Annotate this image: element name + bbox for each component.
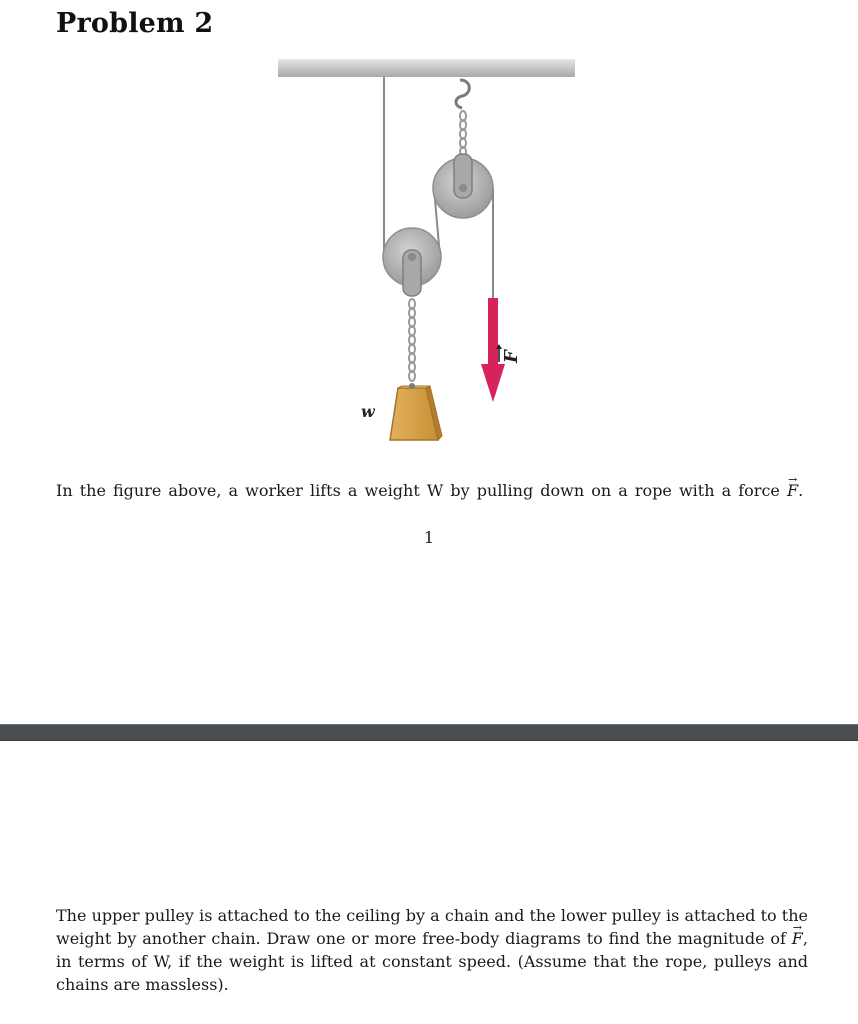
force-label: F <box>501 350 522 363</box>
ceiling-hook <box>456 80 469 108</box>
force-arrow <box>481 298 505 402</box>
caption-text-after: . <box>798 481 804 500</box>
caption-text-before: In the figure above, a worker lifts a weight W by pulling down on a rope with a force <box>56 481 787 500</box>
question-text-part2: , in terms of W, if the weight is lifted at constant speed. (Assume that the rope, pulleys and chains are massless). <box>56 929 808 994</box>
force-label-group <box>496 344 522 364</box>
pulley-figure <box>270 50 590 450</box>
upper-pulley-axle <box>459 184 467 192</box>
caption-force-vector: → F <box>787 480 798 502</box>
page-number: 1 <box>423 528 435 547</box>
problem-title: Problem 2 <box>56 8 214 39</box>
question-text-part1: The upper pulley is attached to the ceiling by a chain and the lower pulley is attached to the weight by another chain. Draw one or more free-body diagrams to find the magnitude of <box>56 906 808 948</box>
problem-question <box>56 904 808 996</box>
question-force-vector: → F <box>792 927 803 950</box>
page-separator <box>0 724 858 741</box>
lower-chain <box>409 299 415 381</box>
weight-block <box>390 383 442 440</box>
figure-caption <box>56 480 816 502</box>
lower-pulley-axle <box>408 253 416 261</box>
ceiling <box>278 59 575 77</box>
weight-label: w <box>361 402 375 421</box>
upper-chain <box>460 111 466 157</box>
